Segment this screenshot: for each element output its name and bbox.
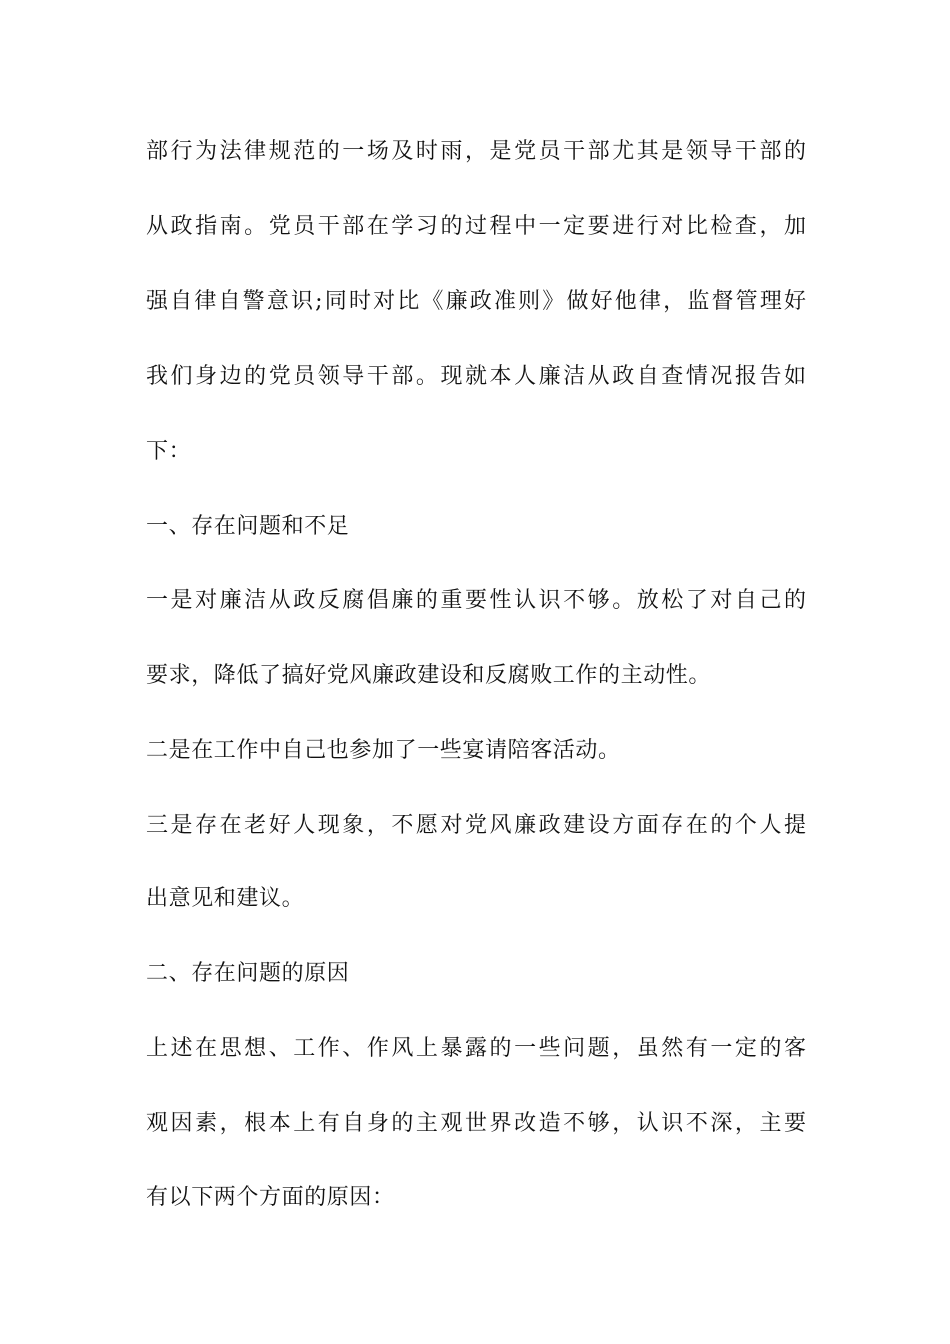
text-line: 从政指南。党员干部在学习的过程中一定要进行对比检查，加	[146, 214, 806, 239]
text-line: 二是在工作中自己也参加了一些宴请陪客活动。	[146, 738, 621, 763]
text-line: 我们身边的党员领导干部。现就本人廉洁从政自查情况报告如	[146, 364, 806, 389]
text-line: 上述在思想、工作、作风上暴露的一些问题，虽然有一定的客	[146, 1036, 806, 1061]
section-heading: 一、存在问题和不足	[146, 514, 350, 539]
text-line: 出意见和建议。	[146, 886, 305, 911]
text-line: 一是对廉洁从政反腐倡廉的重要性认识不够。放松了对自己的	[146, 588, 806, 613]
text-line: 要求，降低了搞好党风廉政建设和反腐败工作的主动性。	[146, 663, 712, 688]
text-line: 强自律自警意识;同时对比《廉政准则》做好他律，监督管理好	[146, 289, 806, 314]
text-line: 下：	[146, 439, 192, 464]
text-line: 部行为法律规范的一场及时雨，是党员干部尤其是领导干部的	[146, 139, 806, 164]
text-line: 三是存在老好人现象，不愿对党风廉政建设方面存在的个人提	[146, 813, 806, 838]
text-line: 观因素，根本上有自身的主观世界改造不够，认识不深，主要	[146, 1111, 806, 1136]
section-heading: 二、存在问题的原因	[146, 961, 350, 986]
text-line: 有以下两个方面的原因：	[146, 1185, 395, 1210]
